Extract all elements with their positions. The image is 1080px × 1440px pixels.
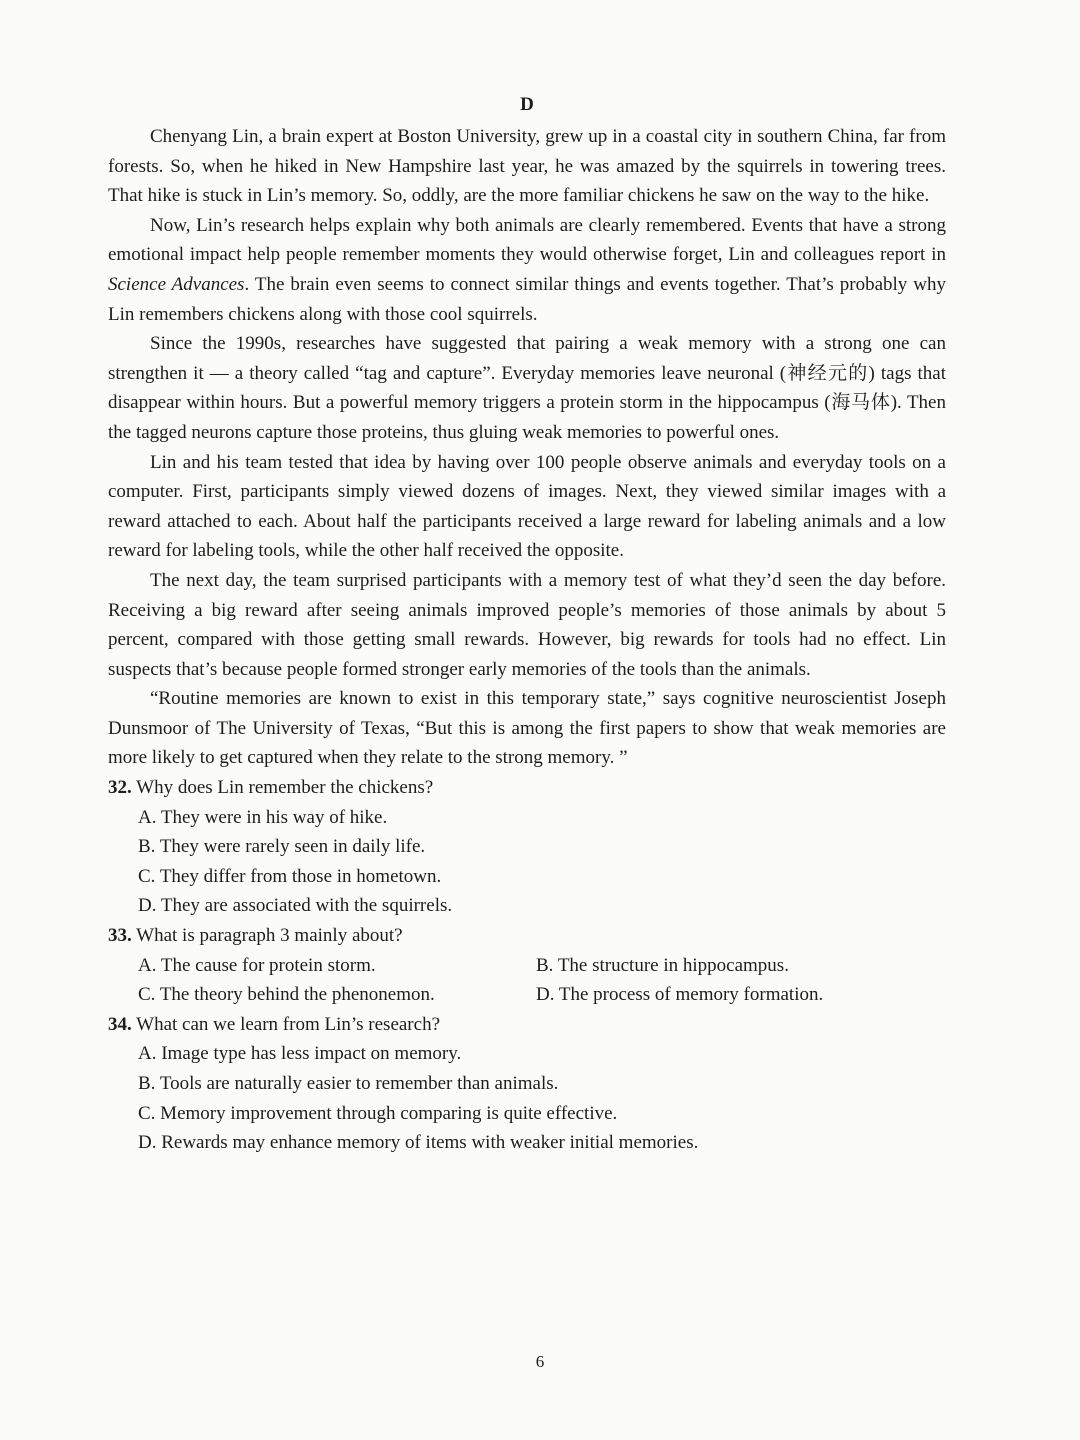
option-a: A. Image type has less impact on memory.	[138, 1043, 462, 1065]
exam-page	[108, 88, 946, 1158]
paragraph-5: The next day, the team surprised participants with a memory test of what they’d seen the day before. Receiving a big reward after seeing animals improved people’s memories of those animals by about 5 percent, compared with those getting small rewards. However, big rewards for tools had no effect. Lin suspects that’s because people formed stronger early memories of the tools than the animals.	[108, 569, 946, 680]
paragraph-2: Now, Lin’s research helps explain why both animals are clearly remembered. Events that have a strong emotional impact help people remember moments they would otherwise forget, Lin and colleagues report in Science Advances. The brain even seems to connect similar things and events together. That’s probably why Lin remembers chickens along with those cool squirrels.	[108, 214, 947, 325]
question-34	[108, 1010, 946, 1158]
question-32	[108, 773, 946, 921]
question-stem: 33. What is paragraph 3 mainly about?	[108, 925, 403, 947]
page-number: 6	[535, 1352, 545, 1371]
question-number: 32.	[108, 777, 132, 799]
section-title: D	[520, 94, 534, 115]
option-b: B. Tools are naturally easier to remember than animals.	[138, 1073, 559, 1094]
option-list	[108, 1039, 946, 1157]
option-c: C. The theory behind the phenonemon.	[138, 984, 435, 1006]
option-list	[108, 951, 946, 1010]
question-33	[108, 921, 946, 1010]
question-stem: 34. What can we learn from Lin’s research?	[108, 1013, 440, 1035]
paragraph-6: “Routine memories are known to exist in this temporary state,” says cognitive neuroscientist Joseph Dunsmoor of The University of Texas, “But this is among the first papers to show that weak memories are more likely to get captured when they relate to the strong memory. ”	[108, 688, 946, 769]
option-list	[108, 803, 946, 921]
journal-title: Science Advances	[108, 273, 245, 295]
option-d: D. The process of memory formation.	[536, 984, 824, 1006]
option-row	[138, 951, 946, 981]
option-d: D. Rewards may enhance memory of items with weaker initial memories.	[138, 1132, 699, 1154]
paragraph-3: Since the 1990s, researches have suggested that pairing a weak memory with a strong one can strengthen it — a theory called “tag and capture”. Everyday memories leave neuronal (神经元的) tags that disappear within hours. But a powerful memory triggers a protein storm in the hippocampus (海马体). Then the tagged neurons capture those proteins, thus gluing weak memories to powerful ones.	[108, 333, 946, 443]
option-c: C. They differ from those in hometown.	[138, 865, 442, 887]
paragraph-1: Chenyang Lin, a brain expert at Boston University, grew up in a coastal city in southern China, far from forests. So, when he hiked in New Hampshire last year, he was amazed by the squirrels in towering trees. That hike is stuck in Lin’s memory. So, oddly, are the more familiar chickens he saw on the way to the hike.	[108, 126, 946, 207]
option-c: C. Memory improvement through comparing is quite effective.	[138, 1102, 618, 1124]
option-b: B. The structure in hippocampus.	[536, 954, 789, 976]
question-number: 33.	[108, 925, 132, 947]
question-number: 34.	[108, 1013, 132, 1035]
option-d: D. They are associated with the squirrels.	[138, 895, 453, 917]
option-a: A. They were in his way of hike.	[138, 806, 388, 828]
paragraph-4: Lin and his team tested that idea by having over 100 people observe animals and everyday tools on a computer. First, participants simply viewed dozens of images. Next, they viewed similar images with a reward attached to each. About half the participants received a large reward for labeling animals and a low reward for labeling tools, while the other half received the opposite.	[108, 451, 946, 562]
question-stem: 32. Why does Lin remember the chickens?	[108, 777, 434, 799]
option-row	[138, 980, 946, 1010]
option-b: B. They were rarely seen in daily life.	[138, 836, 426, 858]
option-a: A. The cause for protein storm.	[138, 954, 376, 976]
